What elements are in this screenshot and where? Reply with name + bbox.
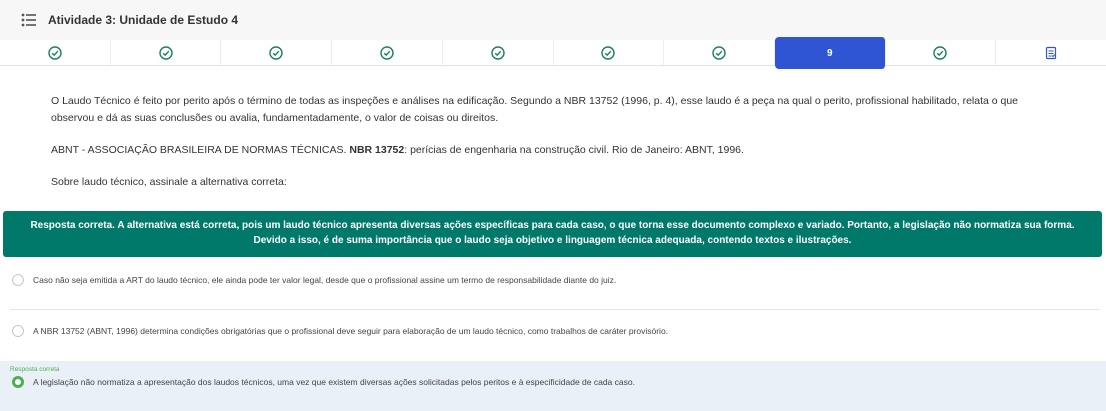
check-circle-icon [712,46,726,60]
answer-option-2[interactable] [0,321,1100,341]
radio-button[interactable] [12,325,24,337]
question-prompt: Sobre laudo técnico, assinale a alternativa correta: [51,176,287,188]
question-tab-5[interactable] [443,40,554,65]
list-menu-icon[interactable] [20,11,38,29]
question-tab-6[interactable] [554,40,665,65]
answer-option-3[interactable] [0,373,1100,391]
check-circle-icon [159,46,173,60]
question-navigation [0,40,1106,66]
answer-option-1[interactable] [0,270,1100,290]
option-text: A NBR 13752 (ABNT, 1996) determina condições obrigatórias que o profissional deve seguir para elaboração de um laudo técnico, como trabalhos de caráter provisório. [33,326,669,336]
check-circle-icon [601,46,615,60]
check-circle-icon [269,46,283,60]
check-circle-icon [491,46,505,60]
question-tab-7[interactable] [664,40,775,65]
question-tab-2[interactable] [111,40,222,65]
question-tab-10[interactable] [886,40,997,65]
activity-header [0,0,1106,40]
question-paragraph: O Laudo Técnico é feito por perito após o término de todas as inspeções e análises na edificação. Segundo a NBR 13752 (1996, p. 4), esse laudo é a peça na qual o perito, profissional habilitado, relata o que observou e dá as suas conclusões ou avalia, fundamentadamente, o valor de coisas ou direitos. [51,95,1019,124]
reference: ABNT - ASSOCIAÇÃO BRASILEIRA DE NORMAS TÉCNICAS. NBR 13752: perícias de engenharia na construção civil. Rio de Janeiro: ABNT, 1996. [51,144,744,156]
check-circle-icon [380,46,394,60]
radio-button-selected[interactable] [12,376,24,388]
question-tab-1[interactable] [0,40,111,65]
check-circle-icon [48,46,62,60]
submit-tab[interactable] [996,40,1106,65]
current-question-number: 9 [826,47,833,59]
page-title: Atividade 3: Unidade de Estudo 4 [48,13,239,27]
question-body [51,93,1051,206]
radio-button[interactable] [12,274,24,286]
correct-answer-tag: Resposta correta [10,366,60,373]
option-text: Caso não seja emitida a ART do laudo técnico, ele ainda pode ter valor legal, desde que o profissional assine um termo de responsabilidade diante do juiz. [33,275,617,285]
submit-document-icon [1044,46,1058,60]
check-circle-icon [933,46,947,60]
divider [10,309,1100,310]
question-tab-current[interactable] [775,37,886,69]
question-tab-4[interactable] [332,40,443,65]
feedback-banner: Resposta correta. A alternativa está correta, pois um laudo técnico apresenta diversas ações específicas para cada caso, o que torna esse documento complexo e variado. Portanto, a legislação não normatiza sua forma. Devido a isso, é de suma importância que o laudo seja objetivo e linguagem técnica adequada, contendo textos e ilustrações. [3,211,1102,257]
question-tab-3[interactable] [221,40,332,65]
option-text: A legislação não normatiza a apresentação dos laudos técnicos, uma vez que existem diversas ações solicitadas pelos peritos e à especificidade de cada caso. [33,377,635,387]
